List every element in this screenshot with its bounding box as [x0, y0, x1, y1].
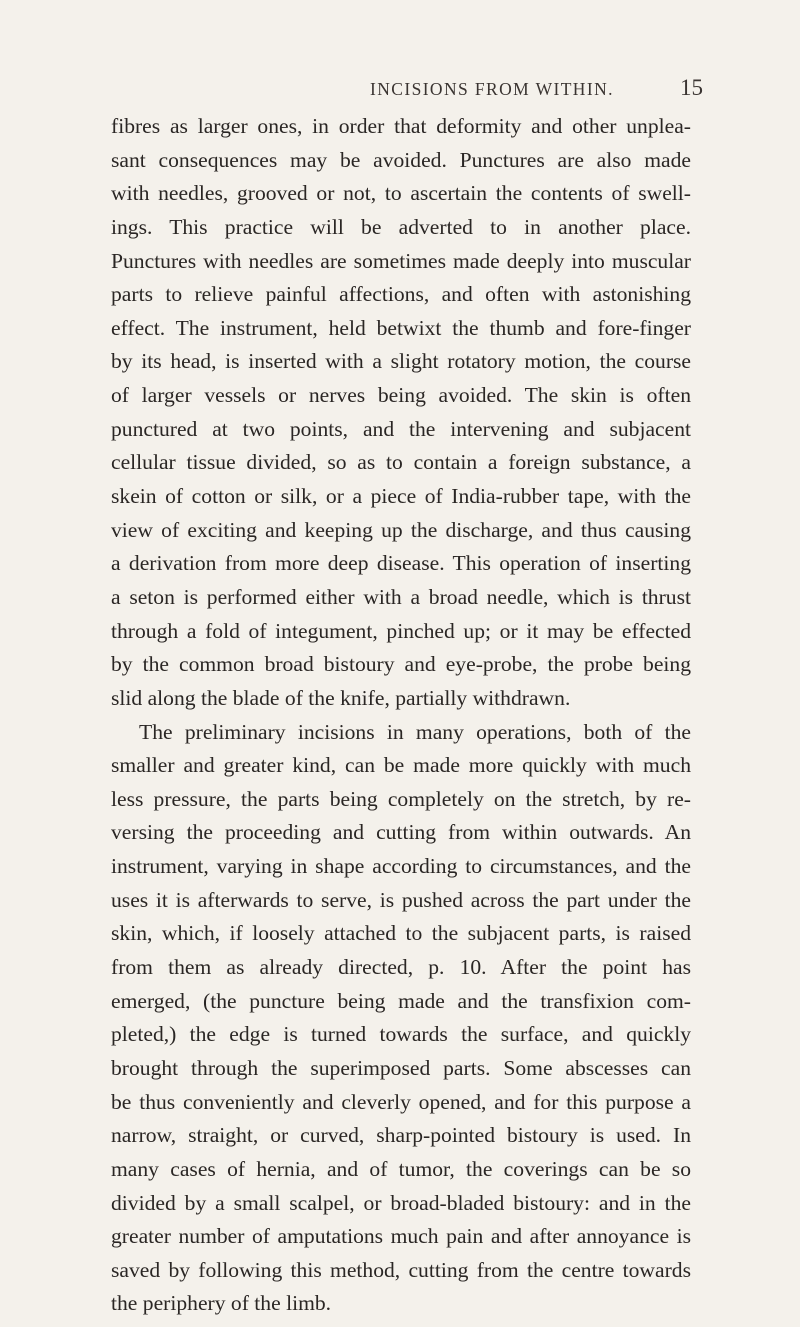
text-line: instrument, varying in shape according to circumstances, and the [111, 854, 691, 879]
text-line: emerged, (the puncture being made and the transfixion com- [111, 988, 691, 1013]
text-line: saved by following this method, cutting from the centre towards [111, 1257, 691, 1282]
text-line: parts to relieve painful affections, and often with astonishing [111, 282, 691, 307]
text-line: Punctures with needles are sometimes made deeply into muscular [111, 248, 691, 273]
text-line: many cases of hernia, and of tumor, the coverings can be so [111, 1156, 691, 1181]
text-line: slid along the blade of the knife, partially withdrawn. [111, 685, 571, 710]
text-line: ings. This practice will be adverted to in another place. [111, 214, 691, 239]
body-text [111, 110, 691, 1321]
text-line: pleted,) the edge is turned towards the surface, and quickly [111, 1022, 691, 1047]
text-line: brought through the superimposed parts. Some abscesses can [111, 1055, 691, 1080]
text-line: narrow, straight, or curved, sharp-pointed bistoury is used. In [111, 1123, 691, 1148]
text-line: through a fold of integument, pinched up; or it may be effected [111, 618, 691, 643]
text-line: a derivation from more deep disease. This operation of inserting [111, 551, 691, 576]
text-line: by its head, is inserted with a slight rotatory motion, the course [111, 349, 691, 374]
text-line: skin, which, if loosely attached to the subjacent parts, is raised [111, 921, 691, 946]
text-line: smaller and greater kind, can be made more quickly with much [111, 753, 691, 778]
text-line: of larger vessels or nerves being avoided. The skin is often [111, 383, 691, 408]
text-line: with needles, grooved or not, to ascertain the contents of swell- [111, 181, 691, 206]
page-number: 15 [680, 75, 703, 100]
text-line: be thus conveniently and cleverly opened, and for this purpose a [111, 1089, 691, 1114]
text-line: fibres as larger ones, in order that deformity and other unplea- [111, 114, 691, 138]
text-line: less pressure, the parts being completely on the stretch, by re- [111, 786, 691, 811]
text-line: greater number of amputations much pain and after annoyance is [111, 1224, 691, 1249]
text-line: from them as already directed, p. 10. After the point has [111, 955, 691, 980]
text-line: punctured at two points, and the intervening and subjacent [111, 416, 691, 441]
text-line: sant consequences may be avoided. Punctures are also made [111, 147, 691, 172]
running-title: INCISIONS FROM WITHIN. [370, 79, 614, 99]
text-line: divided by a small scalpel, or broad-bladed bistoury: and in the [111, 1190, 691, 1215]
text-line: uses it is afterwards to serve, is pushed across the part under the [111, 887, 691, 912]
text-line: the periphery of the limb. [111, 1291, 332, 1316]
text-line: cellular tissue divided, so as to contain a foreign substance, a [111, 450, 691, 475]
text-line: by the common broad bistoury and eye-probe, the probe being [111, 652, 691, 677]
running-head [0, 75, 800, 109]
text-line: a seton is performed either with a broad needle, which is thrust [111, 584, 691, 609]
text-line: effect. The instrument, held betwixt the thumb and fore-finger [111, 315, 691, 340]
text-line: The preliminary incisions in many operations, both of the [139, 719, 691, 744]
text-line: view of exciting and keeping up the discharge, and thus causing [111, 517, 691, 542]
text-line: skein of cotton or silk, or a piece of India-rubber tape, with the [111, 484, 691, 509]
text-line: versing the proceeding and cutting from within outwards. An [111, 820, 691, 845]
